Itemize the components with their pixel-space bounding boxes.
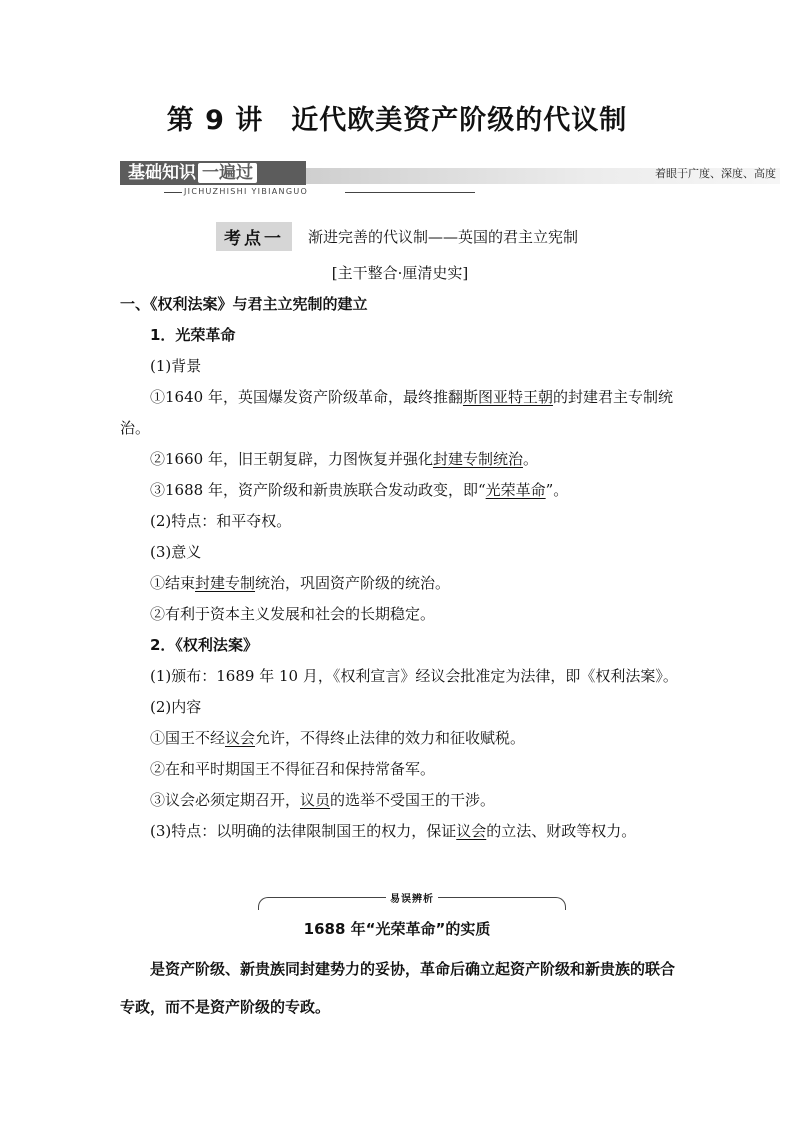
promulgation-line: (1)颁布：1689 年 10 月，《权利宣言》经议会批准定为法律，即《权利法案》。 — [150, 667, 678, 685]
banner-tagline: 着眼于广度、深度、高度 — [655, 167, 776, 180]
text: ③1688 年，资产阶级和新贵族联合发动政变，即“ — [150, 481, 486, 499]
section-label: [主干整合·厘清史实] — [331, 264, 469, 282]
text: 的封建君主专制统治。 — [120, 388, 673, 437]
meaning-item-1 — [120, 568, 680, 599]
text: 的选举不受国王的干涉。 — [330, 791, 496, 809]
content-body — [120, 258, 680, 847]
underlined-term: 议员 — [300, 791, 331, 809]
badge-sub-text: 一遍过 — [198, 163, 257, 183]
text: 。 — [522, 450, 538, 468]
text: ③议会必须定期召开， — [150, 791, 301, 809]
underlined-term: 光荣革命 — [485, 481, 546, 499]
meaning-item-2: ②有利于资本主义发展和社会的长期稳定。 — [150, 605, 436, 623]
page-title — [0, 98, 794, 137]
note-body: 是资产阶级、新贵族同封建势力的妥协，革命后确立起资产阶级和新贵族的联合专政，而不是资产阶级的专政。 — [120, 960, 676, 1016]
underlined-term: 议会 — [225, 729, 256, 747]
section-banner — [120, 160, 780, 200]
underlined-term: 议会 — [456, 822, 487, 840]
text: ①1640 年，英国爆发资产阶级革命，最终推翻 — [150, 388, 463, 406]
banner-rule-right — [345, 192, 475, 193]
background-item-2 — [120, 444, 680, 475]
content-item-1 — [120, 723, 680, 754]
content-label: (2)内容 — [150, 698, 202, 716]
content-item-2: ②在和平时期国王不得征召和保持常备军。 — [150, 760, 436, 778]
subheading-glorious-revolution: 1．光荣革命 — [150, 326, 236, 344]
text: ①国王不经 — [150, 729, 226, 747]
background-item-3 — [120, 475, 680, 506]
underlined-term: 封建专制统治 — [432, 450, 523, 468]
banner-pinyin: JICHUZHISHI YIBIANGUO — [184, 187, 309, 196]
text: 的立法、财政等权力。 — [486, 822, 637, 840]
background-item-1 — [120, 382, 680, 444]
text: 允许，不得终止法律的效力和征收赋税。 — [255, 729, 526, 747]
text: ①结束 — [150, 574, 196, 592]
banner-badge — [120, 161, 306, 185]
text: ②1660 年，旧王朝复辟，力图恢复并强化 — [150, 450, 433, 468]
text: (3)特点：以明确的法律限制国王的权力，保证 — [150, 822, 457, 840]
misconception-divider — [258, 890, 566, 910]
lesson-name: 近代欧美资产阶级的代议制 — [291, 105, 628, 136]
lesson-number: 第 9 讲 — [166, 105, 264, 136]
divider-label-text: 易误辨析 — [386, 894, 438, 905]
note-title: 1688 年“光荣革命”的实质 — [303, 920, 491, 938]
content-item-3 — [120, 785, 680, 816]
badge-main-text: 基础知识 — [128, 163, 196, 183]
kaodian-tag: 考点一 — [216, 222, 292, 251]
subheading-bill-of-rights: 2．《权利法案》 — [150, 636, 258, 654]
underlined-term: 封建专制 — [195, 574, 256, 592]
feature-line: (2)特点：和平夺权。 — [150, 512, 292, 530]
underlined-term: 斯图亚特王朝 — [462, 388, 553, 406]
divider-label — [258, 890, 566, 905]
text: ”。 — [545, 481, 569, 499]
kaodian-header — [0, 222, 794, 251]
feature-line-2 — [120, 816, 680, 847]
banner-rule-left — [164, 192, 182, 193]
text: 统治，巩固资产阶级的统治。 — [255, 574, 451, 592]
kaodian-title: 渐进完善的代议制——英国的君主立宪制 — [307, 228, 578, 246]
meaning-label: (3)意义 — [150, 543, 202, 561]
background-label: (1)背景 — [150, 357, 202, 375]
heading-1: 一、《权利法案》与君主立宪制的建立 — [120, 295, 368, 313]
